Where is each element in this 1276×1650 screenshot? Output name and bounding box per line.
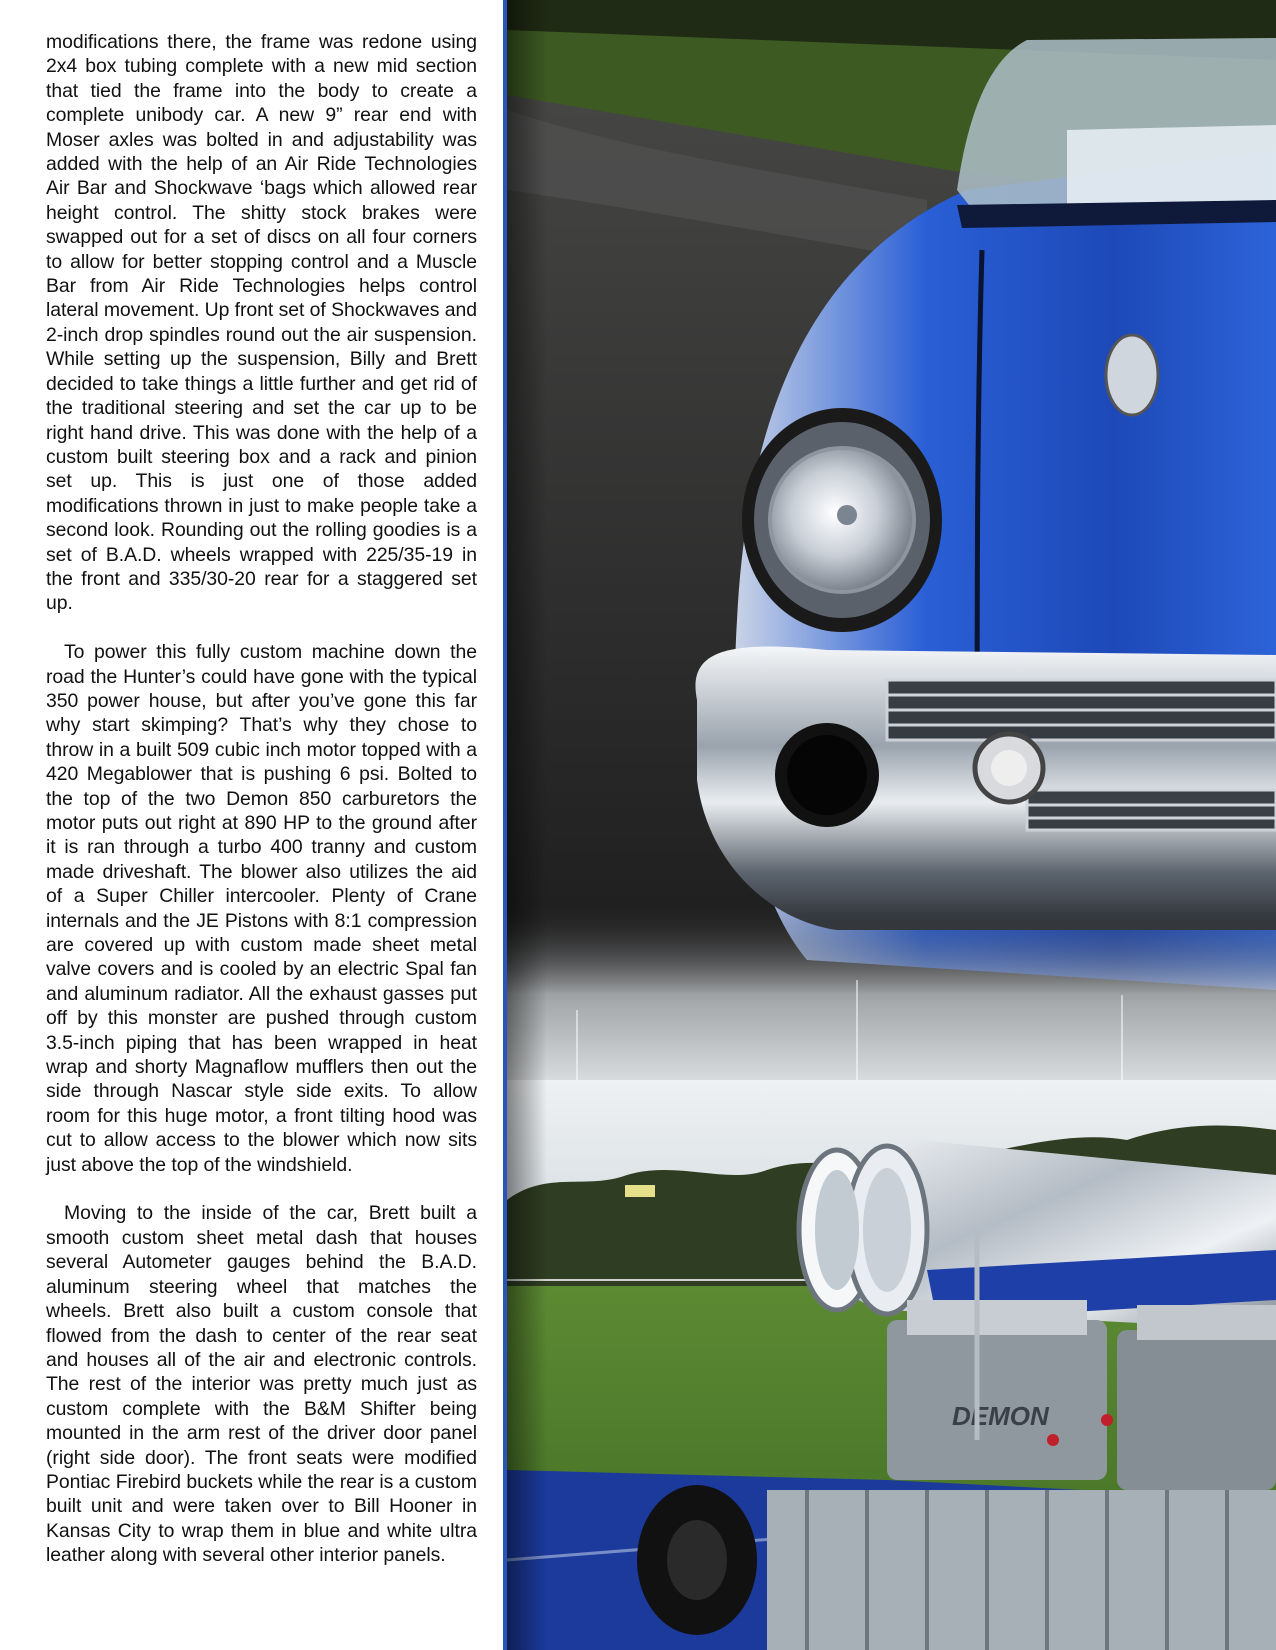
photo-collage: [507, 0, 1276, 1650]
article-paragraph-2: To power this fully custom machine down the road the Hunter’s could have gone with the typical 350 power house, but after you’ve gone this far why start skimping? That’s why they chose to throw in a built 509 cubic inch motor topped with a 420 Megablower that is pushing 6 psi. Bolted to the top of the two Demon 850 carburetors the motor puts out right at 890 HP to the ground after it is ran through a turbo 400 tranny and custom made driveshaft. The blower also utilizes the aid of a Super Chiller intercooler. Plenty of Crane internals and the JE Pistons with 8:1 compression are covered up with custom made sheet metal valve covers and is cooled by an electric Spal fan and aluminum radiator. All the exhaust gasses put off by this monster are pushed through custom 3.5-inch piping that has been wrapped in heat wrap and shorty Magnaflow mufflers then out the side through Nascar style side exits. To allow room for this huge motor, a front tilting hood was cut to allow access to the blower which now sits just above the top of the windshield.: [46, 641, 477, 1176]
demon-carb-label: DEMON: [952, 1401, 1049, 1431]
article-paragraph-3: Moving to the inside of the car, Brett built a smooth custom sheet metal dash that houses several Autometer gauges behind the B.A.D. aluminum steering wheel that matches the wheels. Brett also built a custom console that flowed from the dash to center of the rear seat and houses all of the air and electronic controls. The rest of the interior was pretty much just as custom complete with the B&M Shifter being mounted in the arm rest of the driver door panel (right side door). The front seats were modified Pontiac Firebird buckets while the rear is a custom built unit and were taken over to Bill Hooner in Kansas City to wrap them in blue and white ultra leather along with several other interior panels.: [46, 1202, 477, 1567]
photo-fade-band: [507, 900, 1276, 1110]
article-paragraph-1: modifications there, the frame was redone using 2x4 box tubing complete with a new mid section that tied the frame into the body to create a complete unibody car. A new 9” rear end with Moser axles was bolted in and adjustability was added with the help of an Air Ride Technologies Air Bar and Shockwave ‘bags which allowed rear height control. The shitty stock brakes were swapped out for a set of discs on all four corners to allow for better stopping control and a Muscle Bar from Air Ride Technologies helps control lateral movement. Up front set of Shockwaves and 2-inch drop spindles round out the air suspension. While setting up the suspension, Billy and Brett decided to take things a little further and get rid of the traditional steering and set the car up to be right hand drive. This was done with the help of a custom built steering box and a rack and pinion set up. This is just one of those added modifications thrown in just to make people take a second look. Rounding out the rolling goodies is a set of B.A.D. wheels wrapped with 225/35-19 in the front and 335/30-20 rear for a staggered set up.: [46, 31, 477, 615]
article-body: [46, 30, 477, 1568]
photo-bottom-blower: [507, 1080, 1276, 1650]
photo-top-car-front: [507, 0, 1276, 1000]
